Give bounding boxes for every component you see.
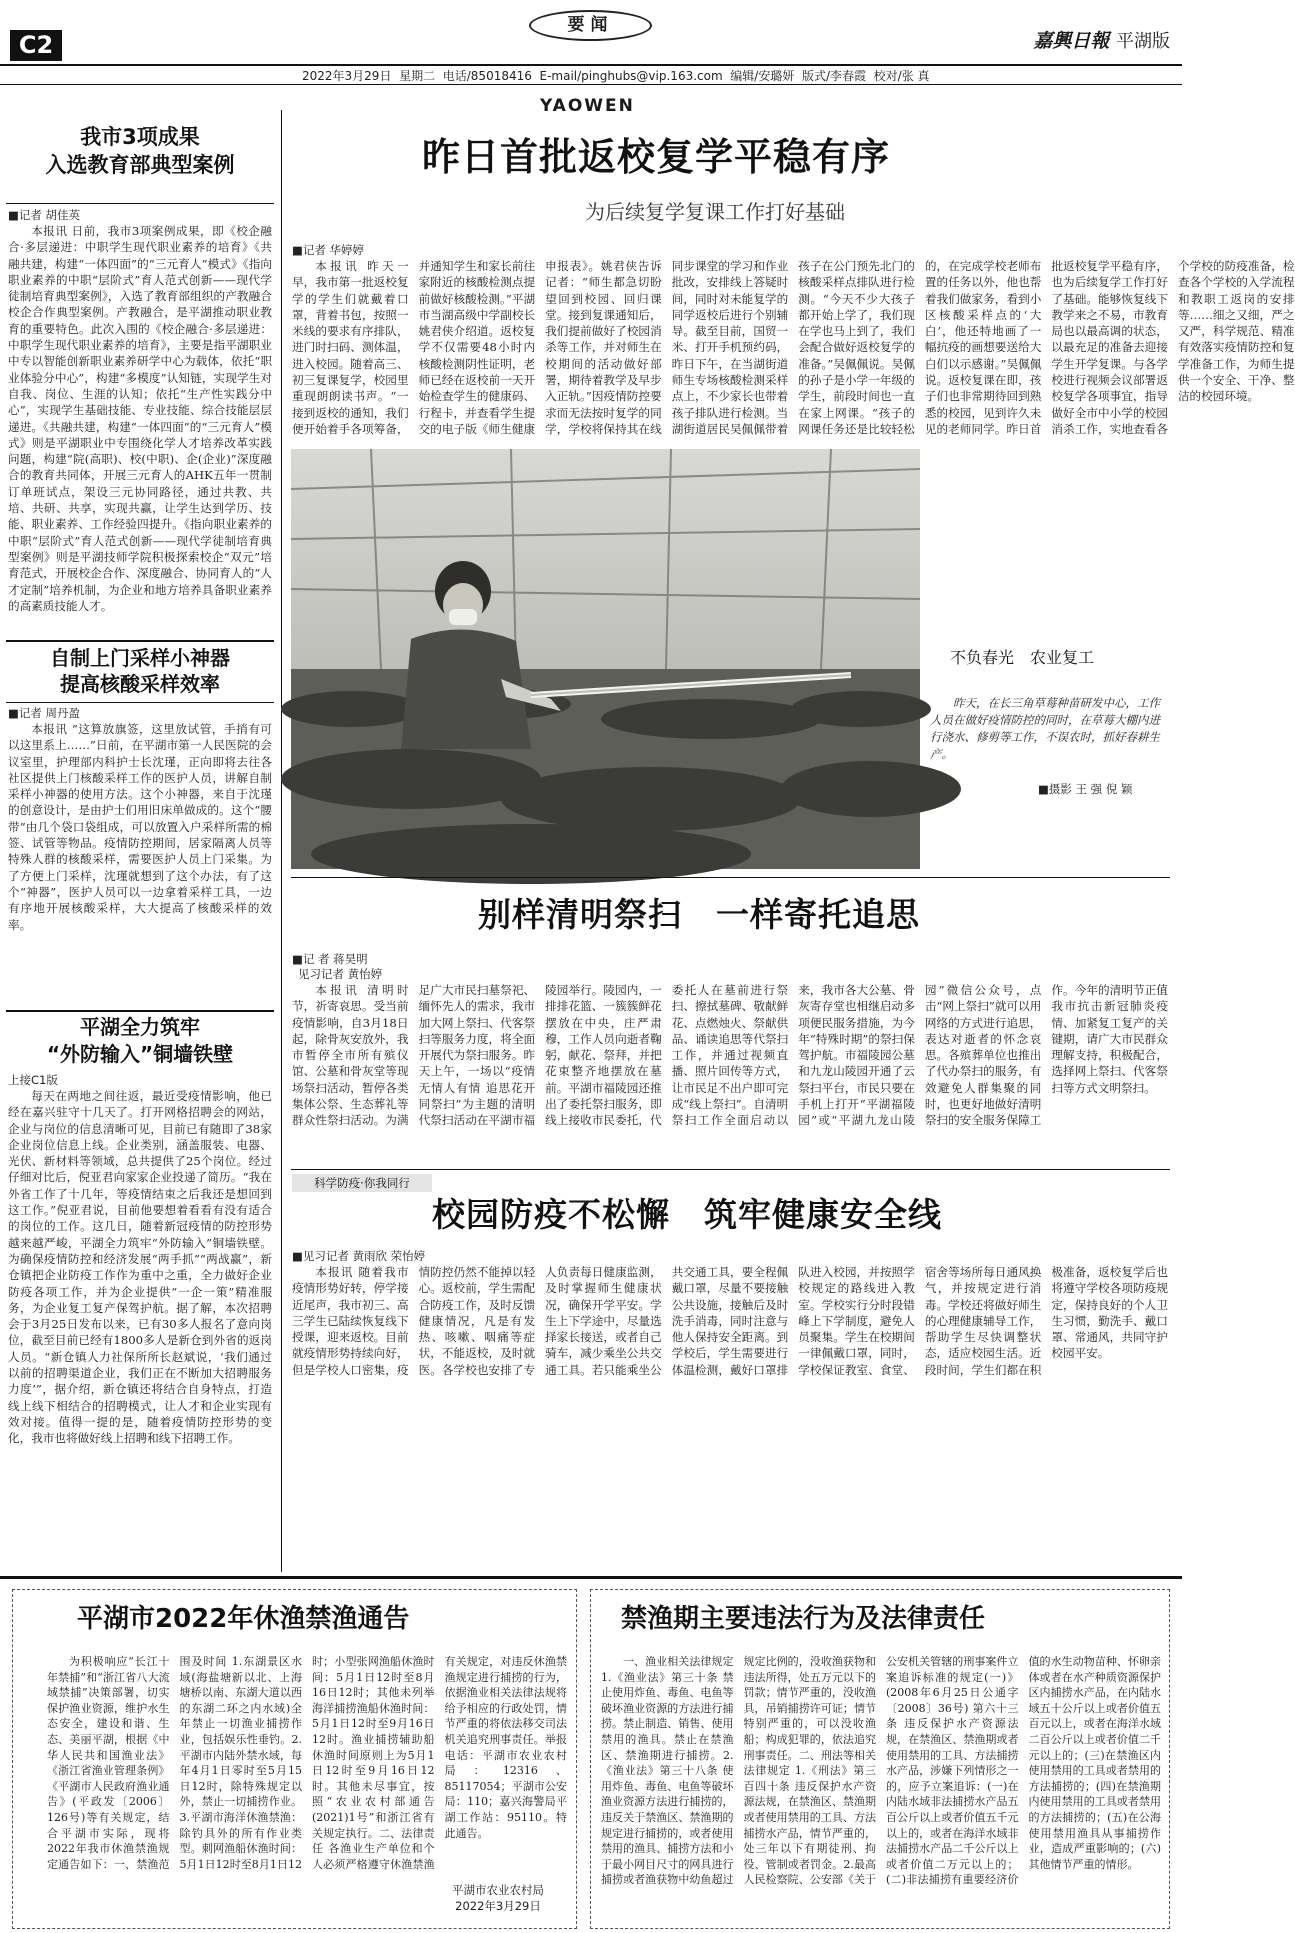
news-photo	[291, 449, 920, 869]
column-divider	[281, 110, 282, 1572]
divider	[6, 203, 274, 204]
article-1-byline: ■记者 胡佳英	[8, 208, 81, 222]
article-3-title-line1: 平湖全力筑牢	[80, 1015, 200, 1039]
masthead-info	[302, 67, 930, 84]
notice-issuer: 平湖市农业农村局	[452, 1883, 544, 1897]
article-1-title	[6, 124, 274, 179]
bottom-rule	[0, 1576, 1182, 1579]
campus-text: 本报讯 随着我市疫情形势好转，停学接近尾声，我市初三、高三学生已陆续恢复线下授课，迎来返校。目前就疫情形势持续向好，但是学校人口密集，疫情防控仍然不能掉以轻心。返校前，学生需配合防疫工作，及时反馈健康情况，凡是有发热、咳嗽、咽痛等症状，不能返校，及时就医。各学校也安排了专人负责每日健康监测，及时掌握师生健康状况，确保开学平安。学生上下学途中，尽量选择家长接送，或者自己骑车，减少乘坐公共交通工具。若只能乘坐公共交通工具，要全程佩戴口罩，尽量不要接触公共设施，接触后及时洗手消毒，同时注意与他人保持安全距离。到学校后，学生需要进行体温检测，戴好口罩排队进入校园，并按照学校规定的路线进入教室。学校实行分时段错峰上下学制度，避免人员聚集。学生在校期间一律佩戴口罩，同时，学校保证教室、食堂、宿舍等场所每日通风换气，并按规定进行消毒。学校还将做好师生的心理健康辅导工作，帮助学生尽快调整状态，适应校园生活。近段时间，学生们都在积极准备，返校复学后也将遵守学校各项防疫规定，保持良好的个人卫生习惯，勤洗手、戴口罩、常通风，共同守护校园平安。	[292, 1265, 1168, 1377]
fishing-law-notice	[590, 1589, 1170, 1929]
notice-date: 2022年3月29日	[455, 1899, 541, 1913]
photo-credit: ■摄影 王 强 倪 颖	[1038, 782, 1133, 796]
divider	[6, 1010, 274, 1012]
divider	[6, 702, 274, 703]
photo-caption: 昨天，在长三角草莓种苗研发中心，工作人员在做好疫情防控的同时，在草莓大棚内进行浇水、修剪等工作，不误农时，抓好春耕生产。	[930, 696, 1160, 761]
issue-date: 2022年3月29日	[302, 69, 392, 83]
article-2-title-line1: 自制上门采样小神器	[50, 646, 230, 670]
divider	[291, 1169, 1170, 1170]
article-2-byline: ■记者 周丹盈	[8, 706, 81, 720]
article-3-body	[8, 1088, 272, 1566]
article-1-title-line2: 入选教育部典型案例	[45, 153, 235, 177]
proofreader: 校对/张 真	[873, 69, 930, 83]
notice-title: 平湖市2022年休渔禁渔通告	[77, 1604, 410, 1634]
header-thin-rule	[0, 84, 1182, 85]
article-2-body	[8, 721, 272, 1005]
article-2-text: 本报讯 “这算放旗签，这里放试管，手捎有可以这里系上……”日前，在平湖市第一人民医院的会议室里，护理部内科护士长沈瑾，正向即将去往各社区提供上门核酸采样工作的医护人员，讲解自制采样小神器的使用方法。这个小神器，来自于沈瑾的创意设计，是由护士们用旧床单做成的。这个“腰带”由几个袋口袋组成，可以放置入户采样所需的棉签、试管等物品。疫情防控期间，居家隔离人员等特殊人群的核酸采样，需要医护人员上门采集。为了方便上门采样，沈瑾就想到了这个办法，有了这个“神器”，医护人员可以一边拿着采样工具，一边有序地开展核酸采样，大大提高了核酸采样的效率。	[8, 722, 272, 932]
divider	[6, 640, 274, 642]
email: E-mail/pinghubs@vip.163.com	[539, 69, 723, 83]
lead-byline: ■记者 华婷婷	[292, 243, 365, 257]
lead-title: 昨日首批返校复学平稳有序	[422, 135, 891, 179]
lead-text: 本报讯 昨天一早，我市第一批返校复学的学生们就戴着口罩，背着书包，按照一米线的要求有序排队，进门时扫码、测体温，进入校园。随着高三、初三复课复学，校园里重现朗朗读书声。“一接到返校的通知，我们便开始着手各项筹备，并通知学生和家长前往家附近的核酸检测点提前做好核酸检测。”平湖市当湖高级中学副校长姚君侠介绍道。返校复学不仅需要48小时内核酸检测阴性证明，老师已经在返校前一天开始检查学生的健康码、行程卡，并查看学生提交的电子版《师生健康申报表》。姚君侠告诉记者：“师生都急切盼望回到校园、回归课堂。接到复课通知后，我们提前做好了校园消杀等工作，并对师生在校期间的活动做好部署，期待着教学及早步入正轨。”因疫情防控要求而无法按时复学的同学，学校将保持其在线同步课堂的学习和作业批改，安排线上答疑时间，同时对未能复学的同学返校后进行个别辅导。截至目前，国贸一米、打开手机预约码，昨日下午，在当湖街道师生专场核酸检测采样点上，不少家长也带着孩子排队进行检测。当湖街道居民吴佩佩带着孩子在公门预先北门的核酸采样点排队进行检测。“今天不少大孩子都开始上学了，我们现在学也马上到了，我们会配合做好返校复学的准备。”吴佩佩说。吴佩的孙子是小学一年级的学生，前段时间也一直在家上网课。“孩子的网课任务还是比较轻松的，在完成学校老师布置的任务以外，他也帮着我们做家务，看到小区核酸采样点的‘大白’，他还特地画了一幅抗疫的画想要送给大白们以示感谢。”吴佩佩说。返校复课在即，孩子们也非常期待回到熟悉的校园，见到许久未见的老师同学。昨日首批返校复学平稳有序，也为后续复学工作打好了基础。能够恢复线下教学来之不易，市教育局也以最高调的状态，以最充足的准备去迎接学生开学复课。与各学校进行视频会议部署返校复学各项事宜，指导做好全市中小学的校园消杀工作，实地查看各个学校的防疫准备，检查各个学校的入学流程和教职工返岗的安排等……细之又细，严之又严，科学规范、精准有效落实疫情防控和复学准备工作，为师生提供一个安全、干净、整洁的校园环境。	[292, 259, 1295, 436]
article-3-title	[6, 1014, 274, 1068]
notice-body	[47, 1654, 567, 1874]
qingming-title: 别样清明祭扫 一样寄托追思	[478, 895, 920, 934]
article-1-title-line1: 我市3项成果	[80, 125, 200, 149]
lead-subtitle: 为后续复学复课工作打好基础	[585, 200, 845, 224]
fishing-ban-notice	[12, 1589, 577, 1929]
qingming-byline-2: 见习记者 黄怡婷	[298, 967, 383, 981]
campus-body	[292, 1264, 1168, 1568]
campus-byline: ■见习记者 黄雨欣 荣怡婷	[292, 1249, 426, 1263]
header-rule	[0, 64, 1182, 66]
page-number: C2	[10, 30, 62, 61]
law-title: 禁渔期主要违法行为及法律责任	[621, 1604, 986, 1634]
law-body	[601, 1654, 1161, 1920]
article-1-body	[8, 223, 272, 635]
article-2-title-line2: 提高核酸采样效率	[60, 672, 220, 696]
campus-title: 校园防疫不松懈 筑牢健康安全线	[432, 1195, 942, 1234]
section-seal: 要闻	[529, 10, 652, 41]
designer: 版式/李春霞	[801, 69, 867, 83]
article-2-title	[6, 645, 274, 697]
qingming-text: 本报讯 清明时节，祈寄哀思。受当前疫情影响，自3月18日起，除骨灰安放外，我市暂停全市所有殡仪馆、公墓和骨灰堂等现场祭扫活动，暂停各类集体公祭、生态葬礼等群众性祭扫活动。为满足广大市民扫墓祭祀、缅怀先人的需求，我市加大网上祭扫、代客祭扫等服务力度，将全面开展代为祭扫服务。昨天上午，一场以“疫情无情人有情 追思花开同祭扫”为主题的清明代祭扫活动在平湖市福陵园举行。陵园内，一排排花篮、一簇簇鲜花摆放在中央，庄严肃穆，工作人员向逝者鞠躬，献花、祭拜，并把花束整齐地摆放在墓前。平湖市福陵园还推出了委托祭扫服务，即线上接收市民委托，代委托人在墓前进行祭扫、擦拭墓碑、敬献鲜花、点燃烛火、祭献供品、诵读追思等代祭扫工作，并通过视频直播、照片回传等方式，让市民足不出户即可完成“线上祭扫”。自清明祭扫工作全面启动以来，我市各大公墓、骨灰寄存堂也相继启动多项便民服务措施，为今年“特殊时期”的祭扫保驾护航。市福陵园公墓和九龙山陵园开通了云祭扫平台，市民只要在手机上打开“平湖福陵园”或“平湖九龙山陵园”微信公众号，点击“网上祭扫”就可以用网络的方式进行追思，表达对逝者的怀念哀思。各殡葬单位也推出了代办祭扫的服务，有效避免人群集聚的同时，也更好地做好清明祭扫的安全服务保障工作。今年的清明节正值我市抗击新冠肺炎疫情、加紧复工复产的关键期，请广大市民群众理解支持，积极配合，选择网上祭扫、代客祭扫等方式文明祭扫。	[292, 983, 1168, 1128]
article-3-jump-label: 上接C1版	[8, 1073, 58, 1087]
divider	[291, 877, 1170, 878]
edition-name: 平湖版	[1116, 31, 1170, 52]
photo-title: 不负春光 农业复工	[950, 648, 1095, 667]
section-en-label: YAOWEN	[540, 96, 635, 116]
notice-signature	[433, 1882, 563, 1914]
photo-caption-box	[928, 449, 1170, 869]
article-3-title-line2: “外防输入”铜墙铁壁	[46, 1042, 234, 1066]
lead-body	[292, 258, 1295, 442]
phone: 电话/85018416	[442, 69, 532, 83]
law-text: 一、渔业相关法律规定 1.《渔业法》第三十条 禁止使用炸鱼、毒鱼、电鱼等破坏渔业资源的方法进行捕捞。禁止制造、销售、使用禁用的渔具。禁止在禁渔区、禁渔期进行捕捞。2.《渔业法》第三十八条 使用炸鱼、毒鱼、电鱼等破坏渔业资源方法进行捕捞的，违反关于禁渔区、禁渔期的规定进行捕捞的，或者使用禁用的渔具、捕捞方法和小于最小网目尺寸的网具进行捕捞或者渔获物中幼鱼超过规定比例的，没收渔获物和违法所得，处五万元以下的罚款；情节严重的，没收渔具，吊销捕捞许可证；情节特别严重的，可以没收渔船；构成犯罪的，依法追究刑事责任。二、刑法等相关法律规定 1.《刑法》第三百四十条 违反保护水产资源法规，在禁渔区、禁渔期或者使用禁用的工具、方法捕捞水产品，情节严重的，处三年以下有期徒刑、拘役、管制或者罚金。2.最高人民检察院、公安部《关于公安机关管辖的刑事案件立案追诉标准的规定(一)》(2008年6月25日公通字〔2008〕36号) 第六十三条 违反保护水产资源法规，在禁渔区、禁渔期或者使用禁用的工具、方法捕捞水产品，涉嫌下列情形之一的，应予立案追诉：(一)在内陆水域非法捕捞水产品五百公斤以上或者价值五千元以上的，或者在海洋水域非法捕捞水产品二千公斤以上或者价值二万元以上的；(二)非法捕捞有重要经济价值的水生动物苗种、怀卵亲体或者在水产种质资源保护区内捕捞水产品，在内陆水域五十公斤以上或者价值五百元以上，或者在海洋水域二百公斤以上或者价值二千元以上的；(三)在禁渔区内使用禁用的工具或者禁用的方法捕捞的；(四)在禁渔期内使用禁用的工具或者禁用的方法捕捞的；(五)在公海使用禁用渔具从事捕捞作业，造成严重影响的；(六)其他情节严重的情形。	[601, 1655, 1161, 1887]
qingming-body	[292, 982, 1168, 1162]
qingming-byline-1: ■记 者 蒋昊明	[292, 952, 368, 966]
notice-text: 为积极响应“长江十年禁捕”和“浙江省八大流域禁捕”决策部署，切实保护渔业资源，维护水生态安全，建设和谐、生态、美丽平湖，根据《中华人民共和国渔业法》《浙江省渔业管理条例》《平湖市人民政府渔业通告》(平政发〔2006〕126号)等有关规定，结合平湖市实际，现将2022年我市休渔禁渔规定通告如下：一、禁渔范围及时间 1.东湖景区水域(海盐塘新以北、上海塘桥以南、东湖大道以西的东湖二环之内水域)全年禁止一切渔业捕捞作业，包括娱乐性垂钓。2.平湖市内陆外禁水域，每年4月1日零时至5月15日12时，除特殊规定以外，禁止一切捕捞作业。3.平湖市海洋休渔禁渔：除钓具外的所有作业类型。刺网渔船休渔时间：5月1日12时至8月1日12时；小型张网渔船休渔时间：5月1日12时至8月16日12时；其他未列举海洋捕捞渔船休渔时间：5月1日12时至9月16日12时。渔业捕捞辅助船休渔时间原则上为5月1日12时至9月16日12时。其他未尽事宜，按照“农业农村部通告(2021)1号”和浙江省有关规定执行。二、法律责任 各渔业生产单位和个人必须严格遵守休渔禁渔有关规定，对违反休渔禁渔规定进行捕捞的行为，依据渔业相关法律法规将给予相应的行政处罚，情节严重的将依法移交司法机关追究刑事责任。举报电话：平湖市农业农村局：12316、85117054；平湖市公安局：110；嘉兴海警局平湖工作站：95110。特此通告。	[47, 1655, 567, 1871]
editor: 编辑/安璐妍	[730, 69, 795, 83]
newspaper-brand	[1033, 26, 1170, 53]
issue-weekday: 星期二	[399, 69, 436, 83]
article-3-text: 每天在两地之间往返，最近受疫情影响，他已经在嘉兴驻守十几天了。打开网格招聘会的网站，企业与岗位的信息清晰可见，目前已有随即了38家企业岗位信息上线。企业类别，涵盖服装、电器、光伏、新材料等领域，总共提供了25个岗位。经过仔细对比后，倪亚君向家家企业投递了简历。“我在外省工作了十几年，等疫情结束之后我还是想回到这工作。”倪亚君说，目前他要想着看看有没有适合的岗位的工作。这几日，随着新冠疫情的防控形势越来越严峻，平湖全力筑牢“外防输入”铜墙铁壁。为确保疫情防控和经济发展“两手抓”“两战赢”，新仓镇把企业防疫工作作为重中之重，全力做好企业防疫各项工作，并为企业提供“一企一策”精准服务，为企业复工复产保驾护航。据了解，本次招聘会于3月25日发布以来，已有30多人报名了意向岗位，截至目前已经有1800多人是新仓到外省的返岗人员。“新仓镇人力社保所所长赵斌说，‘我们通过以前的招聘渠道企业，我们正在不断加大招聘服务力度’”，据介绍，新仓镇还将结合自身特点，打造线上线下相结合的招聘模式，让人才和企业实现有效对接。值得一提的是，随着疫情防控形势的变化，我市也将做好线上招聘和线下招聘工作。	[8, 1089, 272, 1446]
brand-name: 嘉興日報	[1033, 30, 1110, 52]
column-label: 科学防疫·你我同行	[292, 1174, 432, 1192]
article-1-text: 本报讯 日前，我市3项案例成果，即《校企融合·多层递进：中职学生现代职业素养的培育》《共融共建，构建“一体四面”的“三元育人”模式》《指向职业素养的中职“层阶式”育人范式创新——现代学徒制培育典型案例》，入选了教育部组织的产教融合校企合作典型案例。产教融合，是平湖推动职业教育的重要特色。此次入围的《校企融合·多层递进：中职学生现代职业素养的培育》，主要是指平湖职业中专以智能创新职业素养研学中心为载体，依托“职业体验分中心”，构建“多模度”认知链，实现学生对自我、岗位、生涯的认知；依托“生产性实践分中心”，实现学生基础技能、专业技能、综合技能层层递进。《共融共建，构建“一体四面”的“三元育人”模式》则是平湖职业中专围绕化学人才培养改革实践问题，构建“院(高职)、校(中职)、企(企业)”深度融合的教育共同体，开展三元育人的AHK五年一贯制订单班试点，架设三元协同路径，通过共教、共培、共研、共享，实现共赢，让学生达到学历、技能、职业素养、工作经验四提升。《指向职业素养的中职“层阶式”育人范式创新——现代学徒制培育典型案例》则是平湖技师学院积极探索校企“双元”培育范式，开展校企合作、深度融合、协同育人的“人才定制”培养机制，为企业和地方培养具备职业素养的高素质技能人才。	[8, 224, 272, 613]
greenhouse-worker-photo	[291, 449, 920, 869]
